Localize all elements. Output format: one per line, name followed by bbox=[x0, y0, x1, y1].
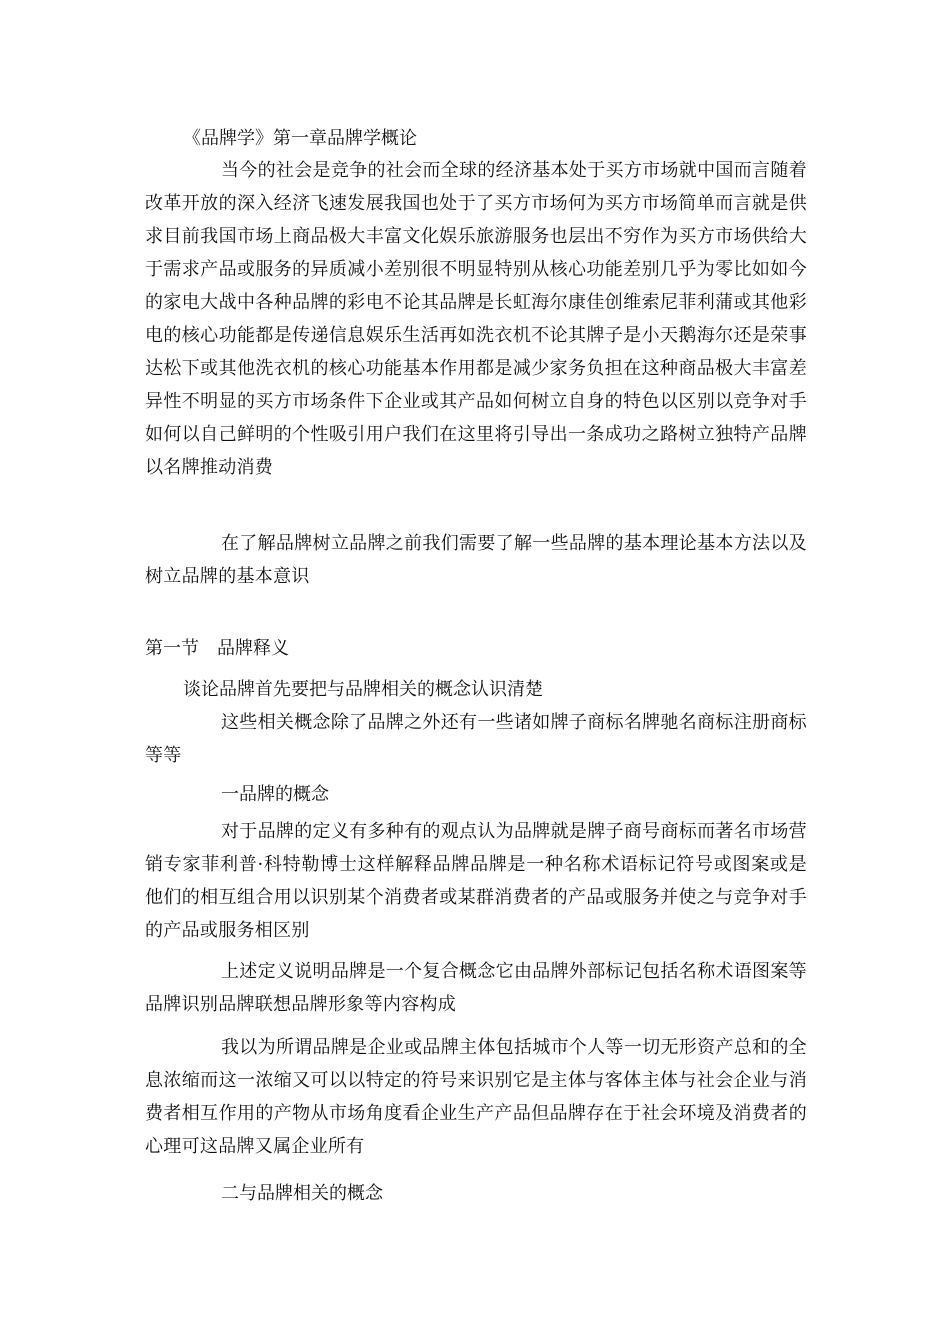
subheading-brand-concept: 一品牌的概念 bbox=[221, 784, 329, 805]
document-title: 《品牌学》第一章品牌学概论 bbox=[183, 128, 417, 149]
intro-paragraph-2: 在了解品牌树立品牌之前我们需要了解一些品牌的基本理论基本方法以及树立品牌的基本意识 bbox=[145, 533, 807, 587]
section-heading: 第一节 品牌释义 bbox=[145, 638, 289, 659]
composite-paragraph: 上述定义说明品牌是一个复合概念它由品牌外部标记包括名称术语图案等品牌识别品牌联想品牌形象等内容构成 bbox=[145, 961, 807, 1015]
section-paragraph-1: 这些相关概念除了品牌之外还有一些诸如牌子商标名牌驰名商标注册商标等等 bbox=[145, 712, 807, 766]
intro-paragraph-1: 当今的社会是竞争的社会而全球的经济基本处于买方市场就中国而言随着改革开放的深入经济飞速发展我国也处于了买方市场何为买方市场简单而言就是供求目前我国市场上商品极大丰富文化娱乐旅游服务也层出不穷作为买方市场供给大于需求产品或服务的异质减小差别很不明显特别从核心功能差别几乎为零比如如今的家电大战中各种品牌的彩电不论其品牌是长虹海尔康佳创维索尼菲利蒲或其他彩电的核心功能都是传递信息娱乐生活再如洗衣机不论其牌子是小天鹅海尔还是荣事达松下或其他洗衣机的核心功能基本作用都是减少家务负担在这种商品极大丰富差异性不明显的买方市场条件下企业或其产品如何树立自身的特色以区别以竞争对手如何以自己鲜明的个性吸引用户我们在这里将引导出一条成功之路树立独特产品牌以名牌推动消费 bbox=[145, 160, 807, 478]
opinion-paragraph: 我以为所谓品牌是企业或品牌主体包括城市个人等一切无形资产总和的全息浓缩而这一浓缩又可以以特定的符号来识别它是主体与客体主体与社会企业与消费者相互作用的产物从市场角度看企业生产产品但品牌存在于社会环境及消费者的心理可这品牌又属企业所有 bbox=[145, 1037, 807, 1157]
subheading-related-concepts: 二与品牌相关的概念 bbox=[221, 1183, 383, 1204]
section-intro: 谈论品牌首先要把与品牌相关的概念认识清楚 bbox=[183, 679, 543, 700]
definition-paragraph: 对于品牌的定义有多种有的观点认为品牌就是牌子商号商标而著名市场营销专家菲利普·科特勒博士这样解释品牌品牌是一种名称术语标记符号或图案或是他们的相互组合用以识别某个消费者或某群消费者的产品或服务并使之与竞争对手的产品或服务相区别 bbox=[145, 821, 807, 941]
